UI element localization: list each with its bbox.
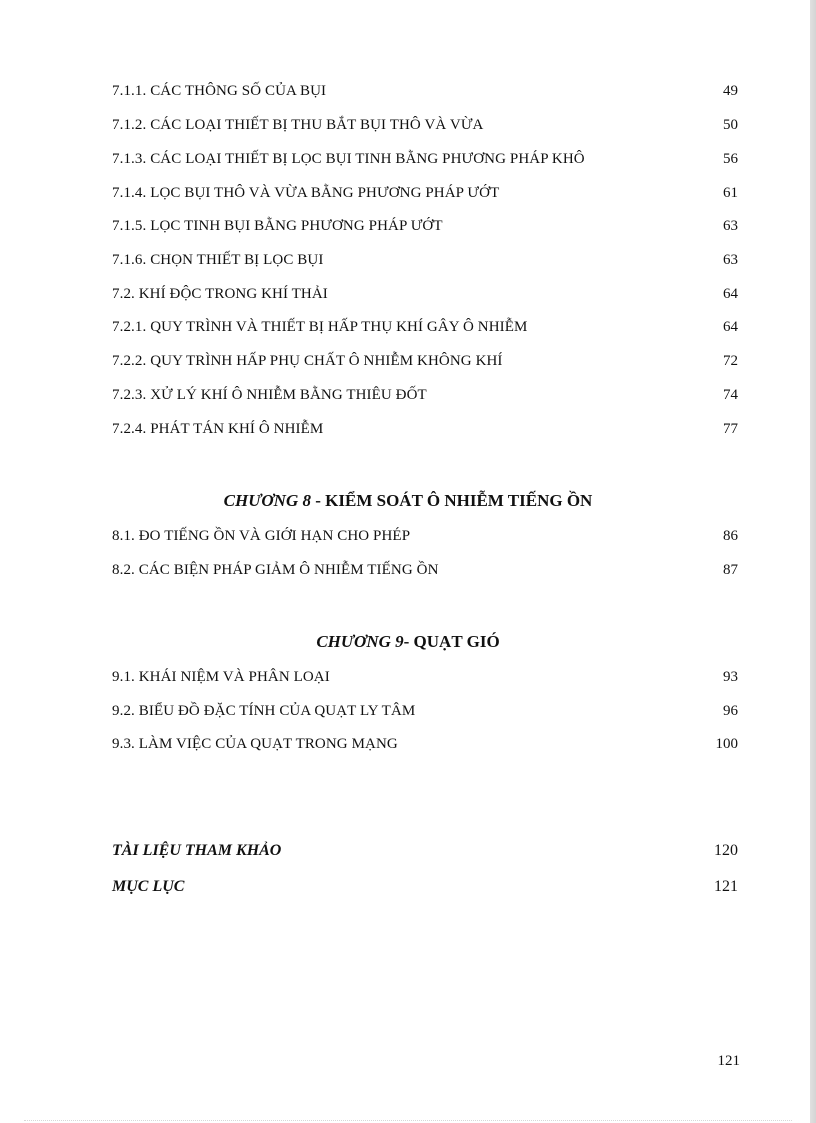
contents-page: 121 (714, 878, 738, 895)
toc-entry-page: 86 (723, 528, 738, 544)
contents-label: MỤC LỤC (112, 878, 185, 895)
toc-entry (112, 249, 738, 271)
toc-entry (112, 80, 738, 102)
toc-entry-label: 9.1. KHÁI NIỆM VÀ PHÂN LOẠI (112, 669, 330, 685)
toc-entry (112, 350, 738, 372)
toc-entry-label: 7.2.3. XỬ LÝ KHÍ Ô NHIỄM BẰNG THIÊU ĐỐT (112, 387, 427, 403)
toc-entry-label: 9.3. LÀM VIỆC CỦA QUẠT TRONG MẠNG (112, 736, 398, 752)
toc-entry-page: 72 (723, 353, 738, 369)
toc-entry-label: 7.1.5. LỌC TINH BỤI BẰNG PHƯƠNG PHÁP ƯỚT (112, 218, 443, 234)
toc-entry-label: 8.1. ĐO TIẾNG ỒN VÀ GIỚI HẠN CHO PHÉP (112, 528, 411, 544)
toc-entry-label: 9.2. BIỂU ĐỒ ĐẶC TÍNH CỦA QUẠT LY TÂM (112, 703, 416, 719)
toc-entry (112, 148, 738, 170)
references-label: TÀI LIỆU THAM KHẢO (112, 842, 282, 859)
toc-entry-page: 96 (723, 703, 738, 719)
toc-entry-page: 87 (723, 562, 738, 578)
toc-entry-page: 63 (723, 218, 738, 234)
toc-entry-page: 100 (715, 736, 738, 752)
toc-entry-page: 64 (723, 286, 738, 302)
toc-entry (112, 215, 738, 237)
chapter-title: - QUẠT GIÓ (403, 632, 500, 651)
chapter-heading (0, 488, 816, 514)
toc-entry (112, 182, 738, 204)
toc-entry (112, 114, 738, 136)
toc-entry-page: 77 (723, 421, 738, 437)
chapter-heading (0, 629, 816, 655)
toc-entry-label: 7.1.4. LỌC BỤI THÔ VÀ VỪA BẰNG PHƯƠNG PHÁP ƯỚT (112, 185, 500, 201)
chapter-number: CHƯƠNG 8 (223, 491, 311, 510)
toc-entry (112, 559, 738, 581)
toc-entry-label: 7.1.3. CÁC LOẠI THIẾT BỊ LỌC BỤI TINH BẰNG PHƯƠNG PHÁP KHÔ (112, 151, 585, 167)
toc-entry-label: 8.2. CÁC BIỆN PHÁP GIẢM Ô NHIỄM TIẾNG ỒN (112, 562, 439, 578)
page-bottom-divider (24, 1120, 792, 1121)
toc-entry-label: 7.2.2. QUY TRÌNH HẤP PHỤ CHẤT Ô NHIỄM KHÔNG KHÍ (112, 353, 503, 369)
toc-entry-page: 74 (723, 387, 738, 403)
chapter-number: CHƯƠNG 9 (316, 632, 404, 651)
toc-entry (112, 283, 738, 305)
toc-entry (112, 418, 738, 440)
toc-contents (112, 875, 738, 899)
toc-entry (112, 733, 738, 755)
chapter-title: - KIỂM SOÁT Ô NHIỄM TIẾNG ỒN (310, 491, 593, 510)
toc-entry (112, 700, 738, 722)
toc-entry (112, 316, 738, 338)
toc-entry-label: 7.2.1. QUY TRÌNH VÀ THIẾT BỊ HẤP THỤ KHÍ GÂY Ô NHIỄM (112, 319, 528, 335)
toc-entry-page: 49 (723, 83, 738, 99)
page-number: 121 (717, 1053, 740, 1069)
toc-entry-label: 7.2.4. PHÁT TÁN KHÍ Ô NHIỄM (112, 421, 324, 437)
toc-entry-page: 93 (723, 669, 738, 685)
toc-entry-page: 50 (723, 117, 738, 133)
toc-entry-label: 7.2. KHÍ ĐỘC TRONG KHÍ THẢI (112, 286, 328, 302)
toc-entry-page: 64 (723, 319, 738, 335)
toc-entry-label: 7.1.2. CÁC LOẠI THIẾT BỊ THU BẮT BỤI THÔ VÀ VỪA (112, 117, 484, 133)
toc-entry (112, 384, 738, 406)
toc-entry (112, 525, 738, 547)
toc-entry-label: 7.1.6. CHỌN THIẾT BỊ LỌC BỤI (112, 252, 324, 268)
toc-entry-page: 61 (723, 185, 738, 201)
toc-entry-page: 63 (723, 252, 738, 268)
toc-references (112, 839, 738, 863)
toc-entry-page: 56 (723, 151, 738, 167)
references-page: 120 (714, 842, 738, 859)
toc-entry-label: 7.1.1. CÁC THÔNG SỐ CỦA BỤI (112, 83, 327, 99)
toc-entry (112, 666, 738, 688)
page-edge-shadow (810, 0, 816, 1123)
